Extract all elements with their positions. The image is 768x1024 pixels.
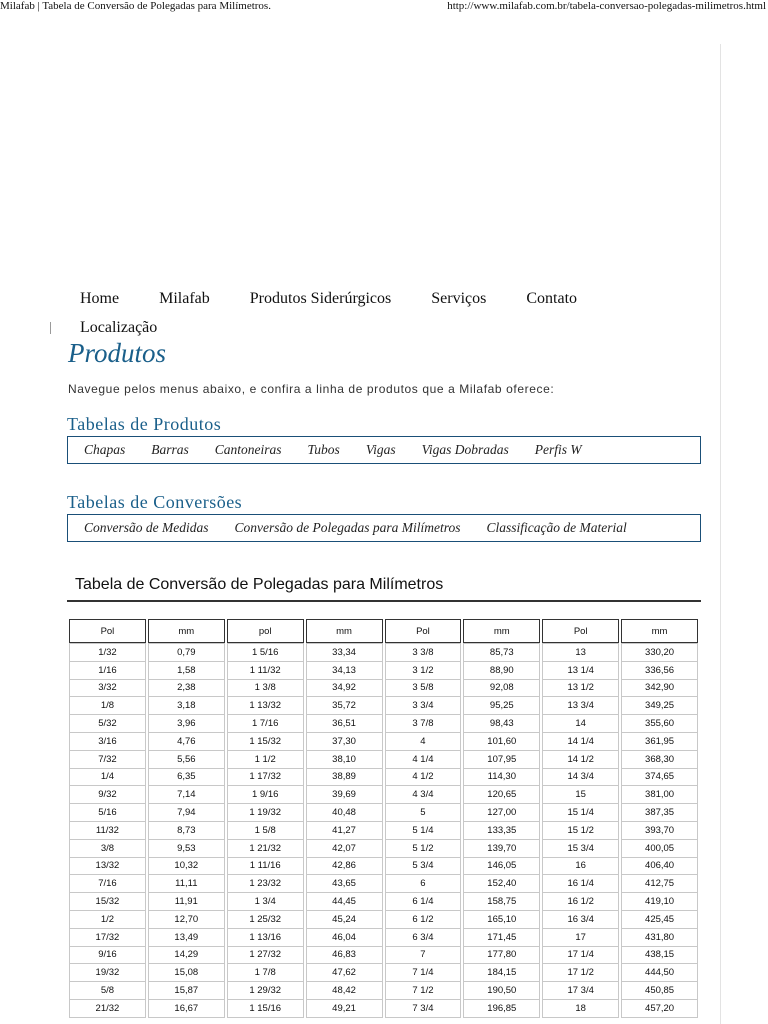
intro-text: Navegue pelos menus abaixo, e confira a linha de produtos que a Milafab oferece: — [68, 382, 555, 396]
table-cell: 4,76 — [148, 733, 225, 751]
table-cell: 177,80 — [463, 947, 540, 965]
table-cell: 101,60 — [463, 733, 540, 751]
nav-row-2 — [80, 313, 700, 342]
table-cell: 3 3/8 — [385, 643, 462, 662]
nav-item-home[interactable]: Home — [80, 289, 120, 307]
table-row — [69, 786, 698, 804]
table-row — [69, 929, 698, 947]
table-cell: 1/32 — [69, 643, 146, 662]
table-cell: 139,70 — [463, 840, 540, 858]
table-cell: 1 9/16 — [227, 786, 304, 804]
table-cell: 15,87 — [148, 982, 225, 1000]
table-cell: 114,30 — [463, 769, 540, 787]
table-cell: 1 27/32 — [227, 947, 304, 965]
table-cell: 7 — [385, 947, 462, 965]
table-row — [69, 680, 698, 698]
table-cell: 1 5/8 — [227, 822, 304, 840]
table-cell: 336,56 — [621, 662, 698, 680]
table-cell: 342,90 — [621, 680, 698, 698]
table-cell: 7 1/2 — [385, 982, 462, 1000]
table-cell: 47,62 — [306, 964, 383, 982]
produtos-menu — [67, 436, 701, 464]
print-page-url: http://www.milafab.com.br/tabela-conversao-polegadas-milimetros.html — [447, 0, 766, 12]
table-cell: 438,15 — [621, 947, 698, 965]
table-cell: 16 — [542, 858, 619, 876]
table-cell: 13,49 — [148, 929, 225, 947]
table-cell: 17/32 — [69, 929, 146, 947]
table-cell: 15 1/4 — [542, 804, 619, 822]
table-row — [69, 1000, 698, 1018]
table-cell: 1 15/32 — [227, 733, 304, 751]
table-row — [69, 964, 698, 982]
table-cell: 349,25 — [621, 697, 698, 715]
table-cell: 43,65 — [306, 875, 383, 893]
table-cell: 9/32 — [69, 786, 146, 804]
table-cell: 0,79 — [148, 643, 225, 662]
table-cell: 10,32 — [148, 858, 225, 876]
table-row — [69, 662, 698, 680]
table-cell: 14 — [542, 715, 619, 733]
table-cell: 95,25 — [463, 697, 540, 715]
menu-item-barras[interactable]: Barras — [151, 442, 189, 457]
table-cell: 3/32 — [69, 680, 146, 698]
table-cell: 17 1/2 — [542, 964, 619, 982]
table-cell: 4 1/4 — [385, 751, 462, 769]
table-cell: 11,11 — [148, 875, 225, 893]
table-cell: 98,43 — [463, 715, 540, 733]
table-row — [69, 751, 698, 769]
nav-item-contato[interactable]: Contato — [526, 289, 578, 307]
table-cell: 457,20 — [621, 1000, 698, 1018]
table-cell: 374,65 — [621, 769, 698, 787]
table-cell: 19/32 — [69, 964, 146, 982]
menu-item-tubos[interactable]: Tubos — [307, 442, 340, 457]
table-cell: 4 — [385, 733, 462, 751]
table-cell: 16 1/2 — [542, 893, 619, 911]
table-cell: 7 3/4 — [385, 1000, 462, 1018]
table-cell: 5/32 — [69, 715, 146, 733]
table-cell: 1 19/32 — [227, 804, 304, 822]
menu-item-conversao-medidas[interactable]: Conversão de Medidas — [84, 520, 209, 535]
table-cell: 13 1/2 — [542, 680, 619, 698]
table-cell: 107,95 — [463, 751, 540, 769]
table-cell: 35,72 — [306, 697, 383, 715]
print-page-title: Milafab | Tabela de Conversão de Polegadas para Milímetros. — [0, 0, 271, 12]
table-cell: 3,96 — [148, 715, 225, 733]
table-cell: 46,04 — [306, 929, 383, 947]
table-cell: 425,45 — [621, 911, 698, 929]
table-cell: 1,58 — [148, 662, 225, 680]
table-cell: 6 1/2 — [385, 911, 462, 929]
table-cell: 127,00 — [463, 804, 540, 822]
table-cell: 44,45 — [306, 893, 383, 911]
table-cell: 146,05 — [463, 858, 540, 876]
table-cell: 16,67 — [148, 1000, 225, 1018]
table-cell: 6 — [385, 875, 462, 893]
table-cell: 85,73 — [463, 643, 540, 662]
table-cell: 34,92 — [306, 680, 383, 698]
table-cell: 3,18 — [148, 697, 225, 715]
table-cell: 387,35 — [621, 804, 698, 822]
title-divider — [67, 600, 701, 602]
table-cell: 165,10 — [463, 911, 540, 929]
table-cell: 15 3/4 — [542, 840, 619, 858]
table-cell: 1 7/8 — [227, 964, 304, 982]
table-cell: 38,10 — [306, 751, 383, 769]
table-cell: 7/32 — [69, 751, 146, 769]
table-cell: 7 1/4 — [385, 964, 462, 982]
table-cell: 7,14 — [148, 786, 225, 804]
table-row — [69, 697, 698, 715]
table-cell: 33,34 — [306, 643, 383, 662]
table-cell: 1 21/32 — [227, 840, 304, 858]
table-cell: 368,30 — [621, 751, 698, 769]
table-cell: 1 29/32 — [227, 982, 304, 1000]
table-cell: 152,40 — [463, 875, 540, 893]
table-cell: 133,35 — [463, 822, 540, 840]
menu-item-perfis-w[interactable]: Perfis W — [534, 442, 582, 457]
table-row — [69, 875, 698, 893]
table-cell: 9/16 — [69, 947, 146, 965]
table-cell: 3 3/4 — [385, 697, 462, 715]
table-cell: 1 23/32 — [227, 875, 304, 893]
table-cell: 14 3/4 — [542, 769, 619, 787]
menu-item-vigas-dobradas[interactable]: Vigas Dobradas — [421, 442, 509, 457]
table-cell: 3/8 — [69, 840, 146, 858]
page-heading: Produtos — [68, 338, 167, 368]
table-cell: 1 3/8 — [227, 680, 304, 698]
print-header — [0, 0, 768, 16]
table-cell: 16 3/4 — [542, 911, 619, 929]
table-cell: 45,24 — [306, 911, 383, 929]
table-cell: 13 1/4 — [542, 662, 619, 680]
table-cell: 444,50 — [621, 964, 698, 982]
table-header-row — [69, 619, 698, 643]
nav-item-servicos[interactable]: Serviços — [431, 289, 487, 307]
table-cell: 5 1/4 — [385, 822, 462, 840]
content-border-line — [720, 44, 721, 1024]
conversoes-menu — [67, 514, 701, 542]
table-cell: 330,20 — [621, 643, 698, 662]
table-cell: 1 7/16 — [227, 715, 304, 733]
table-cell: 92,08 — [463, 680, 540, 698]
section-title-produtos: Tabelas de Produtos — [67, 414, 222, 434]
column-header: mm — [463, 619, 540, 643]
table-cell: 1/4 — [69, 769, 146, 787]
table-cell: 5/16 — [69, 804, 146, 822]
table-title: Tabela de Conversão de Polegadas para Milímetros — [75, 576, 444, 593]
nav-item-milafab[interactable]: Milafab — [159, 289, 210, 307]
table-cell: 4 3/4 — [385, 786, 462, 804]
table-cell: 21/32 — [69, 1000, 146, 1018]
menu-item-conversao-polegadas[interactable]: Conversão de Polegadas para Milímetros — [234, 520, 461, 535]
table-cell: 38,89 — [306, 769, 383, 787]
table-row — [69, 893, 698, 911]
table-row — [69, 769, 698, 787]
table-cell: 37,30 — [306, 733, 383, 751]
table-cell: 16 1/4 — [542, 875, 619, 893]
table-cell: 17 1/4 — [542, 947, 619, 965]
table-cell: 3/16 — [69, 733, 146, 751]
table-cell: 34,13 — [306, 662, 383, 680]
table-cell: 14 1/2 — [542, 751, 619, 769]
table-cell: 42,86 — [306, 858, 383, 876]
conversion-table — [67, 619, 700, 1018]
table-cell: 9,53 — [148, 840, 225, 858]
table-cell: 15 1/2 — [542, 822, 619, 840]
nav-row-1 — [80, 284, 700, 313]
menu-item-vigas[interactable]: Vigas — [365, 442, 396, 457]
table-row — [69, 643, 698, 662]
table-cell: 36,51 — [306, 715, 383, 733]
table-cell: 196,85 — [463, 1000, 540, 1018]
table-cell: 48,42 — [306, 982, 383, 1000]
table-cell: 14,29 — [148, 947, 225, 965]
table-body — [69, 643, 698, 1018]
table-cell: 15,08 — [148, 964, 225, 982]
table-cell: 17 3/4 — [542, 982, 619, 1000]
table-cell: 5/8 — [69, 982, 146, 1000]
table-cell: 2,38 — [148, 680, 225, 698]
table-cell: 13/32 — [69, 858, 146, 876]
table-cell: 450,85 — [621, 982, 698, 1000]
table-cell: 1/8 — [69, 697, 146, 715]
table-cell: 120,65 — [463, 786, 540, 804]
table-cell: 171,45 — [463, 929, 540, 947]
table-cell: 355,60 — [621, 715, 698, 733]
table-cell: 7/16 — [69, 875, 146, 893]
menu-item-classificacao-material[interactable]: Classificação de Material — [486, 520, 627, 535]
section-title-conversoes: Tabelas de Conversões — [67, 492, 243, 512]
table-cell: 18 — [542, 1000, 619, 1018]
table-cell: 13 3/4 — [542, 697, 619, 715]
table-row — [69, 733, 698, 751]
table-cell: 5 3/4 — [385, 858, 462, 876]
table-cell: 17 — [542, 929, 619, 947]
table-cell: 40,48 — [306, 804, 383, 822]
table-cell: 5 1/2 — [385, 840, 462, 858]
table-cell: 6 1/4 — [385, 893, 462, 911]
table-cell: 3 5/8 — [385, 680, 462, 698]
menu-item-chapas[interactable]: Chapas — [84, 442, 126, 457]
table-cell: 7,94 — [148, 804, 225, 822]
table-cell: 1 15/16 — [227, 1000, 304, 1018]
table-cell: 431,80 — [621, 929, 698, 947]
column-header: pol — [227, 619, 304, 643]
nav-item-localizacao[interactable]: Localização — [80, 318, 158, 336]
table-cell: 15/32 — [69, 893, 146, 911]
table-cell: 190,50 — [463, 982, 540, 1000]
table-cell: 1 11/16 — [227, 858, 304, 876]
table-cell: 13 — [542, 643, 619, 662]
table-cell: 400,05 — [621, 840, 698, 858]
table-cell: 1 1/2 — [227, 751, 304, 769]
table-row — [69, 947, 698, 965]
column-header: Pol — [69, 619, 146, 643]
table-cell: 1 13/32 — [227, 697, 304, 715]
table-cell: 412,75 — [621, 875, 698, 893]
table-cell: 1 3/4 — [227, 893, 304, 911]
table-cell: 42,07 — [306, 840, 383, 858]
table-cell: 419,10 — [621, 893, 698, 911]
table-cell: 1 5/16 — [227, 643, 304, 662]
menu-item-cantoneiras[interactable]: Cantoneiras — [214, 442, 282, 457]
table-cell: 1/2 — [69, 911, 146, 929]
table-cell: 184,15 — [463, 964, 540, 982]
table-cell: 49,21 — [306, 1000, 383, 1018]
table-cell: 5 — [385, 804, 462, 822]
table-cell: 1 13/16 — [227, 929, 304, 947]
table-cell: 4 1/2 — [385, 769, 462, 787]
table-cell: 1 25/32 — [227, 911, 304, 929]
column-header: mm — [306, 619, 383, 643]
table-cell: 11,91 — [148, 893, 225, 911]
nav-item-produtos-siderurgicos[interactable]: Produtos Siderúrgicos — [249, 289, 392, 307]
column-header: Pol — [542, 619, 619, 643]
table-cell: 361,95 — [621, 733, 698, 751]
table-cell: 88,90 — [463, 662, 540, 680]
table-cell: 1/16 — [69, 662, 146, 680]
table-cell: 1 11/32 — [227, 662, 304, 680]
table-row — [69, 840, 698, 858]
table-row — [69, 804, 698, 822]
table-cell: 393,70 — [621, 822, 698, 840]
table-row — [69, 911, 698, 929]
table-cell: 41,27 — [306, 822, 383, 840]
table-cell: 15 — [542, 786, 619, 804]
decorative-tick — [50, 322, 51, 334]
table-cell: 46,83 — [306, 947, 383, 965]
table-cell: 406,40 — [621, 858, 698, 876]
table-cell: 11/32 — [69, 822, 146, 840]
table-cell: 8,73 — [148, 822, 225, 840]
main-nav — [80, 284, 700, 342]
table-cell: 381,00 — [621, 786, 698, 804]
table-cell: 1 17/32 — [227, 769, 304, 787]
table-row — [69, 715, 698, 733]
table-cell: 14 1/4 — [542, 733, 619, 751]
column-header: mm — [621, 619, 698, 643]
column-header: Pol — [385, 619, 462, 643]
table-cell: 39,69 — [306, 786, 383, 804]
table-row — [69, 822, 698, 840]
table-row — [69, 858, 698, 876]
table-cell: 6,35 — [148, 769, 225, 787]
table-cell: 6 3/4 — [385, 929, 462, 947]
table-cell: 3 7/8 — [385, 715, 462, 733]
column-header: mm — [148, 619, 225, 643]
table-cell: 12,70 — [148, 911, 225, 929]
table-cell: 5,56 — [148, 751, 225, 769]
table-row — [69, 982, 698, 1000]
table-cell: 3 1/2 — [385, 662, 462, 680]
table-cell: 158,75 — [463, 893, 540, 911]
